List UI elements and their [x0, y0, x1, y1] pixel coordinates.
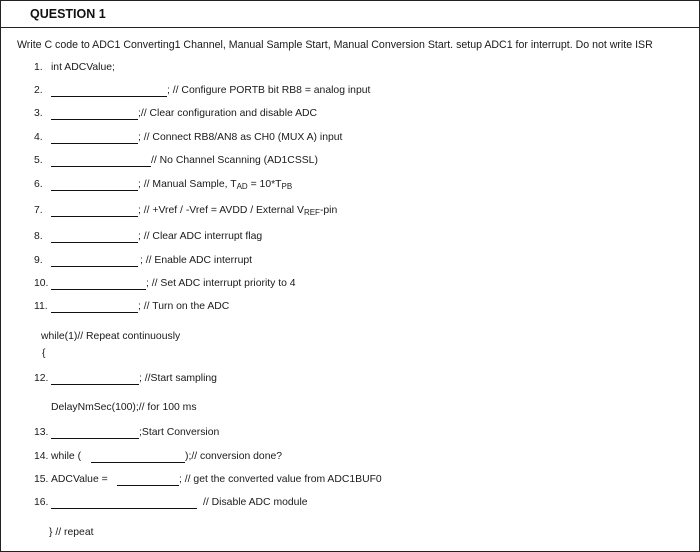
comment-13: ;Start Conversion: [139, 427, 220, 438]
assign-prefix-15: ADCValue =: [51, 474, 108, 485]
line-number: 10.: [34, 278, 49, 289]
answer-blank-10[interactable]: [51, 289, 146, 290]
comment-7-pre: ; // +Vref / -Vref = AVDD / External V: [138, 205, 304, 216]
answer-blank-4[interactable]: [51, 143, 138, 144]
comment-10: ; // Set ADC interrupt priority to 4: [146, 278, 296, 289]
comment-6: [138, 179, 292, 191]
answer-blank-2[interactable]: [51, 96, 167, 97]
line-number: 8.: [34, 231, 43, 242]
line-number: 1.: [34, 62, 43, 73]
answer-blank-15[interactable]: [117, 485, 179, 486]
comment-4: ; // Connect RB8/AN8 as CH0 (MUX A) input: [138, 132, 343, 143]
comment-11: ; // Turn on the ADC: [138, 301, 230, 312]
answer-blank-5[interactable]: [51, 166, 151, 167]
vref-subscript: REF: [303, 208, 320, 217]
comment-6-pre: ; // Manual Sample, T: [138, 179, 237, 190]
line-number: 15.: [34, 474, 49, 485]
line-number: 2.: [34, 85, 43, 96]
comment-5: // No Channel Scanning (AD1CSSL): [151, 155, 318, 166]
comment-8: ; // Clear ADC interrupt flag: [138, 231, 263, 242]
comment-7-post: -pin: [319, 205, 338, 216]
line-number: 7.: [34, 205, 43, 216]
open-brace: {: [42, 348, 46, 359]
comment-6-mid: = 10*T: [247, 179, 282, 190]
comment-14: );// conversion done?: [185, 451, 283, 462]
delay-line: DelayNmSec(100);// for 100 ms: [51, 402, 197, 413]
answer-blank-13[interactable]: [51, 438, 139, 439]
code-line-1: int ADCValue;: [51, 62, 115, 73]
answer-blank-7[interactable]: [51, 216, 138, 217]
answer-blank-6[interactable]: [51, 190, 138, 191]
comment-16: // Disable ADC module: [203, 497, 308, 508]
comment-7: [138, 205, 337, 217]
answer-blank-9[interactable]: [51, 266, 138, 267]
line-number: 11.: [34, 301, 48, 312]
comment-9: ; // Enable ADC interrupt: [140, 255, 253, 266]
line-number: 5.: [34, 155, 43, 166]
line-number: 14.: [34, 451, 49, 462]
question-instruction: Write C code to ADC1 Converting1 Channel, Manual Sample Start, Manual Conversion Start. setup ADC1 for interrupt. Do not write ISR: [17, 39, 653, 51]
close-brace-line: } // repeat: [49, 527, 94, 538]
comment-12: ; //Start sampling: [139, 373, 217, 384]
line-number: 16.: [34, 497, 49, 508]
comment-3: ;// Clear configuration and disable ADC: [138, 108, 318, 119]
answer-blank-11[interactable]: [51, 312, 138, 313]
line-number: 13.: [34, 427, 49, 438]
while-loop-line: while(1)// Repeat continuously: [41, 331, 181, 342]
line-number: 12.: [34, 373, 49, 384]
comment-2: ; // Configure PORTB bit RB8 = analog input: [167, 85, 371, 96]
tad-subscript: AD: [236, 182, 248, 191]
answer-blank-3[interactable]: [51, 119, 138, 120]
answer-blank-12[interactable]: [51, 384, 139, 385]
line-number: 6.: [34, 179, 43, 190]
answer-blank-8[interactable]: [51, 242, 138, 243]
comment-15: ; // get the converted value from ADC1BUF0: [179, 474, 382, 485]
tpb-subscript: PB: [281, 182, 293, 191]
question-header: [1, 1, 699, 28]
line-number: 4.: [34, 132, 43, 143]
answer-blank-16[interactable]: [51, 508, 197, 509]
line-number: 9.: [34, 255, 43, 266]
while-prefix-14: while (: [51, 451, 82, 462]
line-number: 3.: [34, 108, 43, 119]
question-title: QUESTION 1: [30, 7, 106, 21]
answer-blank-14[interactable]: [91, 462, 185, 463]
